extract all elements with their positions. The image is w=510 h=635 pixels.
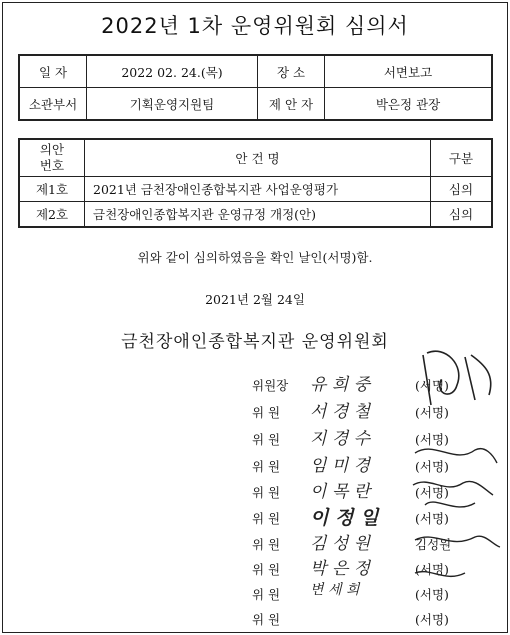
agenda-col-no: 의안 번호 [19,139,85,177]
table-row [19,177,492,202]
confirm-text: 위와 같이 심의하였음을 확인 날인(서명)함. [137,250,373,265]
member-signature: 임 미 경 [310,456,371,476]
member-stamp: 김성원 [415,537,452,552]
member-role: 위 원 [252,537,281,552]
agenda-type: 심의 [431,202,493,228]
member-role: 위 원 [252,432,281,447]
member-signature: 변 세 희 [310,582,360,598]
place-label: 장 소 [258,55,325,88]
dept-value: 기획운영지원팀 [87,88,258,121]
member-stamp: (서명) [415,405,449,420]
member-role: 위 원 [252,511,281,526]
member-stamp: (서명) [415,459,449,474]
agenda-col-title: 안 건 명 [85,139,431,177]
agenda-title: 2021년 금천장애인종합복지관 사업운영평가 [85,177,431,202]
agenda-no: 제2호 [19,202,85,228]
dept-label: 소관부서 [19,88,87,121]
member-stamp: (서명) [415,511,449,526]
meta-table [18,54,493,121]
date-label: 일 자 [19,55,87,88]
member-signature: 이 목 란 [310,482,371,502]
proposer-value: 박은정 관장 [325,88,493,121]
proposer-label: 제 안 자 [258,88,325,121]
member-stamp: (서명) [415,612,449,627]
place-value: 서면보고 [325,55,493,88]
agenda-no: 제1호 [19,177,85,202]
table-row [19,202,492,228]
member-signature: 지 경 수 [310,429,371,449]
member-signature: 서 경 철 [310,402,371,422]
agenda-type: 심의 [431,177,493,202]
member-stamp: (서명) [415,432,449,447]
member-signature: 유 희 중 [310,375,371,395]
member-role: 위 원 [252,459,281,474]
member-role: 위 원 [252,587,281,602]
member-role: 위 원 [252,562,281,577]
member-stamp: (서명) [415,587,449,602]
member-role: 위 원 [252,405,281,420]
member-role: 위 원 [252,612,281,627]
date-value: 2022 02. 24.(목) [87,55,258,88]
agenda-table [18,138,493,228]
agenda-title: 금천장애인종합복지관 운영규정 개정(안) [85,202,431,228]
member-signature: 이 정 일 [310,507,379,529]
member-role: 위원장 [252,378,289,393]
agenda-col-type: 구분 [431,139,493,177]
member-stamp: (서명) [415,485,449,500]
member-stamp: (서명) [415,378,449,393]
member-role: 위 원 [252,485,281,500]
committee-name: 금천장애인종합복지관 운영위원회 [121,332,389,352]
document-title: 2022년 1차 운영위원회 심의서 [101,14,409,38]
handwritten-signature-scribbles [405,345,505,595]
member-stamp: (서명) [415,562,449,577]
sign-date: 2021년 2월 24일 [205,292,305,307]
member-signature: 김 성 원 [310,534,371,554]
signature-row [240,606,470,632]
member-signature: 박 은 정 [310,559,371,579]
